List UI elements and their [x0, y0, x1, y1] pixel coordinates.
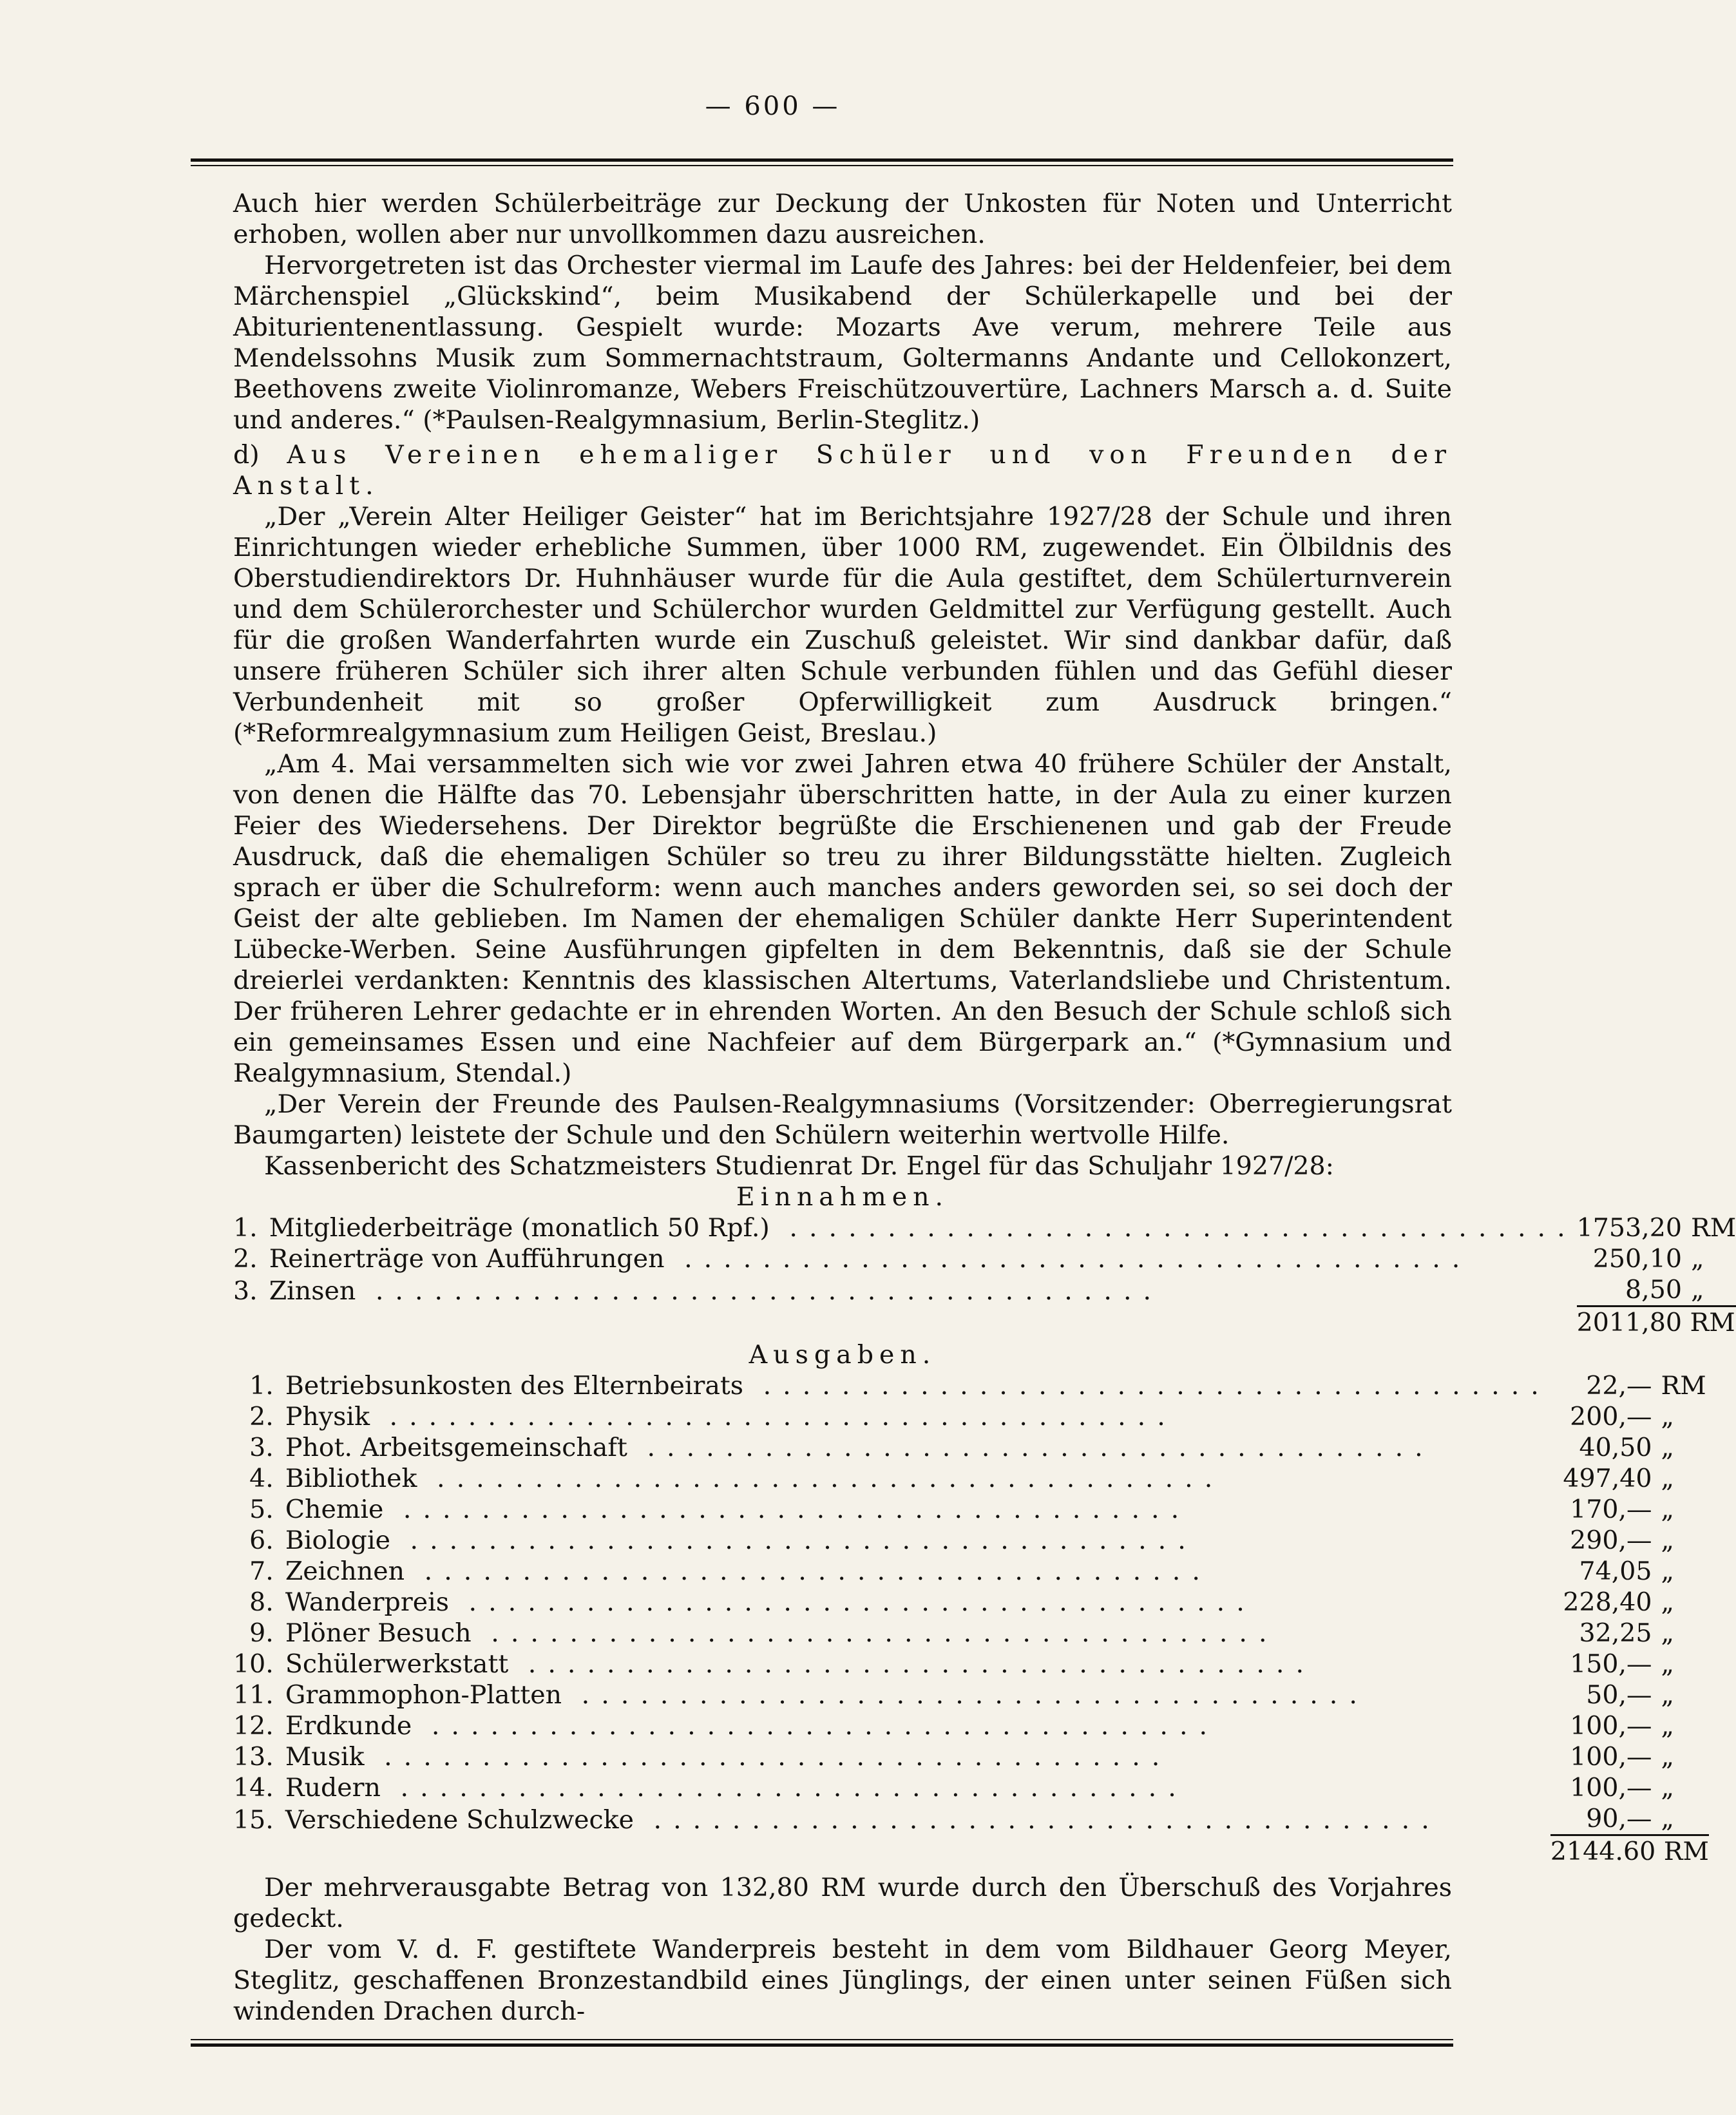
- row-unit: „: [1661, 1587, 1675, 1617]
- row-number: 13.: [233, 1742, 274, 1772]
- row-amount: 32,25: [1579, 1618, 1652, 1648]
- leader-dots: ........................................: [390, 1526, 1197, 1555]
- leader-dots: ........................................: [370, 1402, 1177, 1431]
- account-row: [233, 1370, 1709, 1401]
- row-number: 9.: [249, 1618, 274, 1648]
- leader-dots: ........................................: [743, 1371, 1550, 1401]
- row-label-text: Mitgliederbeiträge (monatlich 50 Rpf.): [269, 1213, 770, 1243]
- row-number: 1.: [249, 1371, 274, 1401]
- account-row: [233, 1741, 1709, 1772]
- row-amount: 40,50: [1579, 1433, 1652, 1462]
- row-unit: „: [1661, 1804, 1675, 1833]
- kassenbericht-heading: Kassenbericht des Schatzmeisters Studienrat Dr. Engel für das Schuljahr 1927/28:: [264, 1151, 1334, 1181]
- account-row: [233, 1274, 1736, 1306]
- total-amount: 2144.60 RM: [1550, 1835, 1709, 1868]
- section-heading-prefix: d): [233, 440, 260, 470]
- row-amount: 90,—: [1586, 1804, 1652, 1833]
- account-row: [233, 1649, 1709, 1680]
- paragraph-5: „Der Verein der Freunde des Paulsen-Realgymnasiums (Vorsitzender: Oberregierungsrat Baumgarten) leistete der Schule und den Schülern weiterhin wertvolle Hilfe.: [233, 1089, 1452, 1150]
- leader-dots: ........................................: [627, 1433, 1435, 1462]
- row-number: 1.: [233, 1213, 258, 1243]
- row-label-text: Erdkunde: [285, 1711, 412, 1741]
- row-unit: „: [1661, 1773, 1675, 1803]
- row-label: [285, 1463, 1550, 1494]
- paragraph-2: Hervorgetreten ist das Orchester viermal im Laufe des Jahres: bei der Heldenfeier, bei dem Märchenspiel „Glückskind“, beim Musikabend der Schülerkapelle und bei der Abiturientenentlassung. Gespielt wurde: Mozarts Ave verum, mehrere Teile aus Mendelssohns Musik zum Sommernachtstraum, Goltermanns Andante und Cellokonzert, Beethovens zweite Violinromanze, Webers Freischützouvertüre, Lachners Marsch a. d. Suite und anderes.“ (*Paulsen-Realgymnasium, Berlin-Steglitz.): [233, 251, 1452, 435]
- account-row: [233, 1587, 1709, 1618]
- row-unit: „: [1661, 1526, 1675, 1555]
- row-amount: 497,40: [1563, 1464, 1652, 1493]
- row-label: [285, 1741, 1550, 1772]
- row-amount: 290,—: [1570, 1526, 1652, 1555]
- row-label: [285, 1618, 1550, 1649]
- top-rule-thin: [191, 165, 1453, 166]
- ausgaben-title: Ausgaben.: [749, 1340, 937, 1370]
- leader-dots: ........................................: [562, 1680, 1369, 1710]
- row-label-text: Reinerträge von Aufführungen: [269, 1244, 665, 1274]
- row-unit: „: [1661, 1556, 1675, 1586]
- account-row: [233, 1556, 1709, 1587]
- row-amount: 100,—: [1570, 1742, 1652, 1772]
- row-unit: „: [1661, 1649, 1675, 1679]
- row-amount: 170,—: [1570, 1495, 1652, 1524]
- total-row: [233, 1306, 1736, 1339]
- einnahmen-title: Einnahmen.: [736, 1182, 949, 1212]
- row-label: [285, 1587, 1550, 1618]
- section-heading-text: Aus Vereinen ehemaliger Schüler und von Freunden der Anstalt.: [233, 440, 1452, 501]
- paragraph-7: Der vom V. d. F. gestiftete Wanderpreis besteht in dem vom Bildhauer Georg Meyer, Steglitz, geschaffenen Bronzestandbild eines Jünglings, der einen unter seinen Füßen sich windenden Drachen durch-: [233, 1935, 1452, 2026]
- top-rule-thick: [191, 158, 1453, 162]
- leader-dots: ........................................: [634, 1804, 1441, 1835]
- row-amount: 8,50: [1625, 1275, 1682, 1305]
- row-amount: 100,—: [1570, 1773, 1652, 1803]
- row-amount: 100,—: [1570, 1711, 1652, 1741]
- row-number: 3.: [233, 1276, 258, 1306]
- row-unit: „: [1690, 1275, 1704, 1305]
- row-number: 8.: [249, 1587, 274, 1617]
- leader-dots: ........................................: [508, 1649, 1316, 1679]
- row-amount: 200,—: [1570, 1402, 1652, 1431]
- account-row: [233, 1803, 1709, 1835]
- account-row: [233, 1680, 1709, 1710]
- row-label-text: Verschiedene Schulzwecke: [285, 1804, 634, 1835]
- row-label-text: Zinsen: [269, 1276, 356, 1306]
- row-number: 2.: [233, 1244, 258, 1274]
- row-number: 7.: [249, 1556, 274, 1586]
- account-row: [233, 1618, 1709, 1649]
- row-label-text: Phot. Arbeitsgemeinschaft: [285, 1433, 627, 1462]
- row-label: [285, 1401, 1550, 1432]
- leader-dots: ........................................: [381, 1773, 1188, 1803]
- row-label-text: Schülerwerkstatt: [285, 1649, 509, 1679]
- row-amount: 74,05: [1579, 1556, 1652, 1586]
- row-label: [285, 1494, 1550, 1525]
- row-amount: 22,—: [1586, 1371, 1652, 1401]
- row-unit: „: [1690, 1244, 1704, 1274]
- row-unit: „: [1661, 1618, 1675, 1648]
- row-amount: 228,40: [1563, 1587, 1652, 1617]
- account-row: [233, 1212, 1736, 1243]
- account-row: [233, 1525, 1709, 1556]
- row-number: 6.: [249, 1526, 274, 1555]
- leader-dots: ........................................: [383, 1495, 1191, 1524]
- document-body: [233, 188, 1736, 2027]
- row-unit: „: [1661, 1680, 1675, 1710]
- paragraph-4: „Am 4. Mai versammelten sich wie vor zwei Jahren etwa 40 frühere Schüler der Anstalt, von denen die Hälfte das 70. Lebensjahr überschritten hatte, in der Aula zu einer kurzen Feier des Wiedersehens. Der Direktor begrüßte die Erschienenen und gab der Freude Ausdruck, daß die ehemaligen Schüler so treu zu ihrer Bildungsstätte hielten. Zugleich sprach er über die Schulreform: wenn auch manches anders geworden sei, so sei doch der Geist der alte geblieben. Im Namen der ehemaligen Schüler dankte Herr Superintendent Lübecke-Werben. Seine Ausführungen gipfelten in dem Bekenntnis, daß sie der Schule dreierlei verdankten: Kenntnis des klassischen Altertums, Vaterlandsliebe und Christentum. Der früheren Lehrer gedachte er in ehrenden Worten. An den Besuch der Schule schloß sich ein gemeinsames Essen und eine Nachfeier auf dem Bürgerpark an.“ (*Gymnasium und Realgymnasium, Stendal.): [233, 749, 1452, 1088]
- leader-dots: ........................................: [448, 1587, 1256, 1617]
- row-label-text: Plöner Besuch: [285, 1618, 472, 1648]
- account-row: [233, 1494, 1709, 1525]
- total-spacer: [233, 1835, 1550, 1868]
- account-row: [233, 1401, 1709, 1432]
- row-amount: 250,10: [1592, 1244, 1682, 1274]
- bottom-rule-thin: [191, 2039, 1453, 2040]
- row-unit: „: [1661, 1402, 1675, 1431]
- row-label-text: Zeichnen: [285, 1556, 405, 1586]
- row-number: 5.: [249, 1495, 274, 1524]
- row-number: 11.: [233, 1680, 274, 1710]
- row-amount: 1753,20: [1576, 1213, 1682, 1243]
- paragraph-6: Der mehrverausgabte Betrag von 132,80 RM wurde durch den Überschuß des Vorjahres gedeckt.: [233, 1873, 1452, 1933]
- total-spacer: [233, 1306, 1577, 1339]
- row-label: [285, 1772, 1550, 1803]
- row-number: 2.: [249, 1402, 274, 1431]
- leader-dots: ........................................: [364, 1742, 1172, 1772]
- row-number: 4.: [249, 1464, 274, 1493]
- row-amount: 150,—: [1570, 1649, 1652, 1679]
- row-label-text: Musik: [285, 1742, 365, 1772]
- ausgaben-table: [233, 1370, 1709, 1867]
- row-label: [269, 1212, 1577, 1243]
- row-label: [285, 1370, 1550, 1401]
- account-row: [233, 1243, 1736, 1274]
- row-number: 3.: [249, 1433, 274, 1462]
- leader-dots: ........................................: [417, 1464, 1225, 1493]
- bottom-rule-thick: [191, 2043, 1453, 2047]
- row-label-text: Rudern: [285, 1773, 381, 1803]
- row-unit: „: [1661, 1495, 1675, 1524]
- row-label: [285, 1649, 1550, 1680]
- leader-dots: ........................................: [769, 1213, 1577, 1243]
- section-heading-d: [233, 439, 1452, 501]
- row-amount: 50,—: [1586, 1680, 1652, 1710]
- row-label-text: Grammophon-Platten: [285, 1680, 562, 1710]
- row-label: [269, 1274, 1577, 1306]
- row-label-text: Chemie: [285, 1495, 384, 1524]
- leader-dots: ........................................: [471, 1618, 1279, 1648]
- row-number: 10.: [233, 1649, 274, 1679]
- row-label: [285, 1556, 1550, 1587]
- row-unit: „: [1661, 1433, 1675, 1462]
- paragraph-3: „Der „Verein Alter Heiliger Geister“ hat im Berichtsjahre 1927/28 der Schule und ihren Einrichtungen wieder erhebliche Summen, über 1000 RM, zugewendet. Ein Ölbildnis des Oberstudiendirektors Dr. Huhnhäuser wurde für die Aula gestiftet, dem Schülerturnverein und dem Schülerorchester und Schülerchor wurden Geldmittel zur Verfügung gestellt. Auch für die großen Wanderfahrten wurde ein Zuschuß geleistet. Wir sind dankbar dafür, daß unsere früheren Schüler sich ihrer alten Schule verbunden fühlen und das Gefühl dieser Verbundenheit mit so großer Opferwilligkeit zum Ausdruck bringen.“ (*Reformrealgymnasium zum Heiligen Geist, Breslau.): [233, 502, 1452, 748]
- row-unit: „: [1661, 1742, 1675, 1772]
- row-unit: RM: [1690, 1213, 1736, 1243]
- row-unit: „: [1661, 1711, 1675, 1741]
- row-label-text: Wanderpreis: [285, 1587, 449, 1617]
- row-label-text: Bibliothek: [285, 1464, 417, 1493]
- account-row: [233, 1772, 1709, 1803]
- row-number: 14.: [233, 1773, 274, 1803]
- row-label: [285, 1710, 1550, 1741]
- page-number: — 600 —: [705, 91, 841, 121]
- leader-dots: ........................................: [412, 1711, 1219, 1741]
- row-number: 12.: [233, 1711, 274, 1741]
- row-label-text: Betriebsunkosten des Elternbeirats: [285, 1371, 744, 1401]
- total-amount: 2011,80 RM: [1577, 1306, 1736, 1339]
- row-label: [269, 1243, 1577, 1274]
- leader-dots: ........................................: [405, 1556, 1212, 1586]
- row-label-text: Physik: [285, 1402, 370, 1431]
- account-row: [233, 1463, 1709, 1494]
- leader-dots: ........................................: [664, 1244, 1472, 1274]
- account-row: [233, 1710, 1709, 1741]
- row-unit: „: [1661, 1464, 1675, 1493]
- leader-dots: ........................................: [356, 1276, 1163, 1306]
- row-unit: RM: [1661, 1371, 1706, 1401]
- row-label: [285, 1803, 1550, 1835]
- row-label-text: Biologie: [285, 1526, 390, 1555]
- paragraph-1: Auch hier werden Schülerbeiträge zur Deckung der Unkosten für Noten und Unterricht erhoben, wollen aber nur unvollkommen dazu ausreichen.: [233, 189, 1452, 249]
- total-row: [233, 1835, 1709, 1868]
- row-label: [285, 1432, 1550, 1463]
- row-number: 15.: [233, 1804, 274, 1835]
- account-row: [233, 1432, 1709, 1463]
- row-label: [285, 1680, 1550, 1710]
- row-label: [285, 1525, 1550, 1556]
- einnahmen-table: [233, 1212, 1736, 1338]
